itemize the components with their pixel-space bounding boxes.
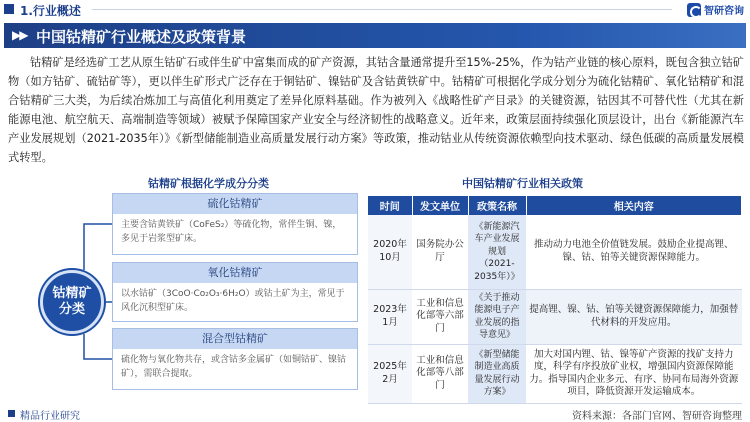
card-title: 氧化钴精矿 <box>113 263 357 283</box>
column-header: 时间 <box>368 196 412 215</box>
footer-left-label: 精品行业研究 <box>20 411 80 422</box>
section-marker-icon <box>4 4 14 14</box>
card-desc: 硫化物与氧化物共存，或含钴多金属矿（如铜钴矿、镍钴矿），需联合提取。 <box>121 355 347 379</box>
footer-marker-icon <box>8 410 15 417</box>
classification-card-oxide <box>112 262 358 322</box>
cell-policy-name: 《新型储能制造业高质量发展行动方案》 <box>468 344 526 403</box>
title-bar <box>4 23 746 48</box>
section-label: 1.行业概述 <box>20 4 81 18</box>
cell-time: 2023年1月 <box>368 289 412 344</box>
card-desc: 以水钴矿（3CoO·Co₂O₃·6H₂O）或钴土矿为主，常见于风化沉积型矿床。 <box>121 289 345 313</box>
classification-heading: 钴精矿根据化学成分分类 <box>148 177 269 190</box>
cell-org: 工业和信息化部等八部门 <box>412 344 468 403</box>
cell-org: 国务院办公厅 <box>412 215 468 289</box>
card-title: 硫化钴精矿 <box>113 194 357 214</box>
brand-name: 智研咨询 <box>704 6 744 17</box>
policy-heading: 中国钴精矿行业相关政策 <box>462 177 583 190</box>
cell-content: 推动动力电池全价值链发展。鼓励企业提高锂、镍、钴、铂等关键资源保障能力。 <box>526 215 742 289</box>
cell-time: 2025年2月 <box>368 344 412 403</box>
cell-time: 2020年10月 <box>368 215 412 289</box>
cell-policy-name: 《新能源汽车产业发展规划（2021-2035年）》 <box>468 215 526 289</box>
table-row <box>368 215 742 289</box>
column-header: 政策名称 <box>468 196 526 215</box>
cell-org: 工业和信息化部等六部门 <box>412 289 468 344</box>
page-title: 中国钴精矿行业概述及政策背景 <box>36 28 247 46</box>
card-desc: 主要含钴黄铁矿（CoFeS₂）等硫化物，常伴生铜、镍，多见于岩浆型矿床。 <box>121 220 342 244</box>
top-bar <box>0 0 750 20</box>
classification-card-mixed <box>112 328 358 390</box>
card-title: 混合型钴精矿 <box>113 329 357 349</box>
policy-table <box>368 196 742 404</box>
brand-logo <box>687 2 744 17</box>
divider <box>92 9 672 10</box>
column-header: 相关内容 <box>526 196 742 215</box>
intro-paragraph: 钴精矿是经选矿工艺从原生钴矿石或伴生矿中富集而成的矿产资源，其钴含量通常提升至15%-25%，作为钴产业链的核心原料，既包含独立钴矿物（如方钴矿、硫钴矿等），更以伴生矿形式广泛存在于铜钴矿、镍钴矿及含钴黄铁矿中。钴精矿可根据化学成分划分为硫化钴精矿、氧化钴精矿和混合钴精矿三大类，为后续冶炼加工与高值化利用奠定了差异化原料基础。作为被列入《战略性矿产目录》的关键资源，钴因其不可替代性（尤其在新能源电池、航空航天、高端制造等领域）被赋予保障国家产业安全与经济韧性的战略意义。近年来，政策层面持续强化顶层设计，出台《新能源汽车产业发展规划（2021-2035年）》《新型储能制造业高质量发展行动方案》等政策，推动钴业从传统资源依赖型向技术驱动、绿色低碳的高质量发展模式转型。 <box>8 56 744 164</box>
chevron-right-icon: ▶▶ <box>12 28 27 42</box>
source-note: 资料来源：各部门官网、智研咨询整理 <box>572 411 742 422</box>
table-row <box>368 289 742 344</box>
cell-content: 加大对国内锂、钴、镍等矿产资源的找矿支持力度，科学有序投放矿业权，增强国内资源保障能力。指导国内企业多元、有序、协同布局海外资源项目，降低资源开发运输成本。 <box>526 344 742 403</box>
cell-content: 提高锂、镍、钴、铂等关键资源保障能力，加强替代材料的开发应用。 <box>526 289 742 344</box>
table-header-row <box>368 196 742 215</box>
column-header: 发文单位 <box>412 196 468 215</box>
table-row <box>368 344 742 403</box>
classification-center-label: 钴精矿分类 <box>52 286 92 317</box>
classification-center <box>40 270 104 334</box>
footer <box>0 405 750 422</box>
brand-logo-icon <box>687 3 701 17</box>
classification-card-sulfide <box>112 193 358 255</box>
cell-policy-name: 《关于推动能源电子产业发展的指导意见》 <box>468 289 526 344</box>
